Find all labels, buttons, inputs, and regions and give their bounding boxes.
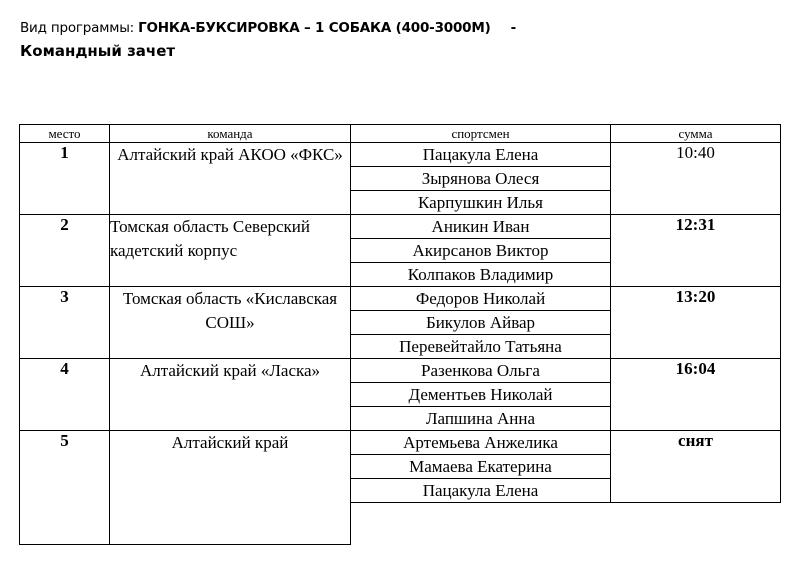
team-cell: Томская область «Киславская СОШ» <box>110 287 351 359</box>
sum-cell: снят <box>611 431 781 503</box>
column-header-sum: сумма <box>611 125 781 143</box>
athlete-cell: Аникин Иван <box>351 215 611 239</box>
athlete-cell: Бикулов Айвар <box>351 311 611 335</box>
athlete-cell: Разенкова Ольга <box>351 359 611 383</box>
athlete-cell: Пацакула Елена <box>351 143 611 167</box>
athlete-cell: Пацакула Елена <box>351 479 611 503</box>
sum-cell: 12:31 <box>611 215 781 287</box>
place-cell: 4 <box>20 359 110 431</box>
results-table <box>19 124 781 545</box>
place-cell: 5 <box>20 431 110 545</box>
table-header-row <box>20 125 781 143</box>
column-header-place: место <box>20 125 110 143</box>
athlete-cell: Мамаева Екатерина <box>351 455 611 479</box>
table-row <box>20 215 781 239</box>
page-subtitle: Командный зачет <box>20 42 176 60</box>
program-value: ГОНКА-БУКСИРОВКА – 1 СОБАКА (400-3000М) <box>138 20 491 36</box>
team-cell: Томская область Северский кадетский корпус <box>110 215 351 287</box>
team-cell: Алтайский край АКОО «ФКС» <box>110 143 351 215</box>
program-label: Вид программы: <box>20 20 135 36</box>
place-cell: 3 <box>20 287 110 359</box>
sum-cell: 10:40 <box>611 143 781 215</box>
empty-cell <box>611 503 781 545</box>
table-row <box>20 287 781 311</box>
table-row <box>20 143 781 167</box>
sum-cell: 13:20 <box>611 287 781 359</box>
athlete-cell: Колпаков Владимир <box>351 263 611 287</box>
sum-cell: 16:04 <box>611 359 781 431</box>
table-row <box>20 431 781 455</box>
athlete-cell: Перевейтайло Татьяна <box>351 335 611 359</box>
heading-dash: - <box>510 20 517 36</box>
athlete-cell: Федоров Николай <box>351 287 611 311</box>
athlete-cell: Акирсанов Виктор <box>351 239 611 263</box>
column-header-athlete: спортсмен <box>351 125 611 143</box>
place-cell: 2 <box>20 215 110 287</box>
table-row <box>20 359 781 383</box>
place-cell: 1 <box>20 143 110 215</box>
athlete-cell: Артемьева Анжелика <box>351 431 611 455</box>
empty-cell <box>351 503 611 545</box>
team-cell: Алтайский край <box>110 431 351 545</box>
athlete-cell: Лапшина Анна <box>351 407 611 431</box>
athlete-cell: Дементьев Николай <box>351 383 611 407</box>
program-heading <box>20 20 516 36</box>
team-cell: Алтайский край «Ласка» <box>110 359 351 431</box>
athlete-cell: Зырянова Олеся <box>351 167 611 191</box>
athlete-cell: Карпушкин Илья <box>351 191 611 215</box>
column-header-team: команда <box>110 125 351 143</box>
